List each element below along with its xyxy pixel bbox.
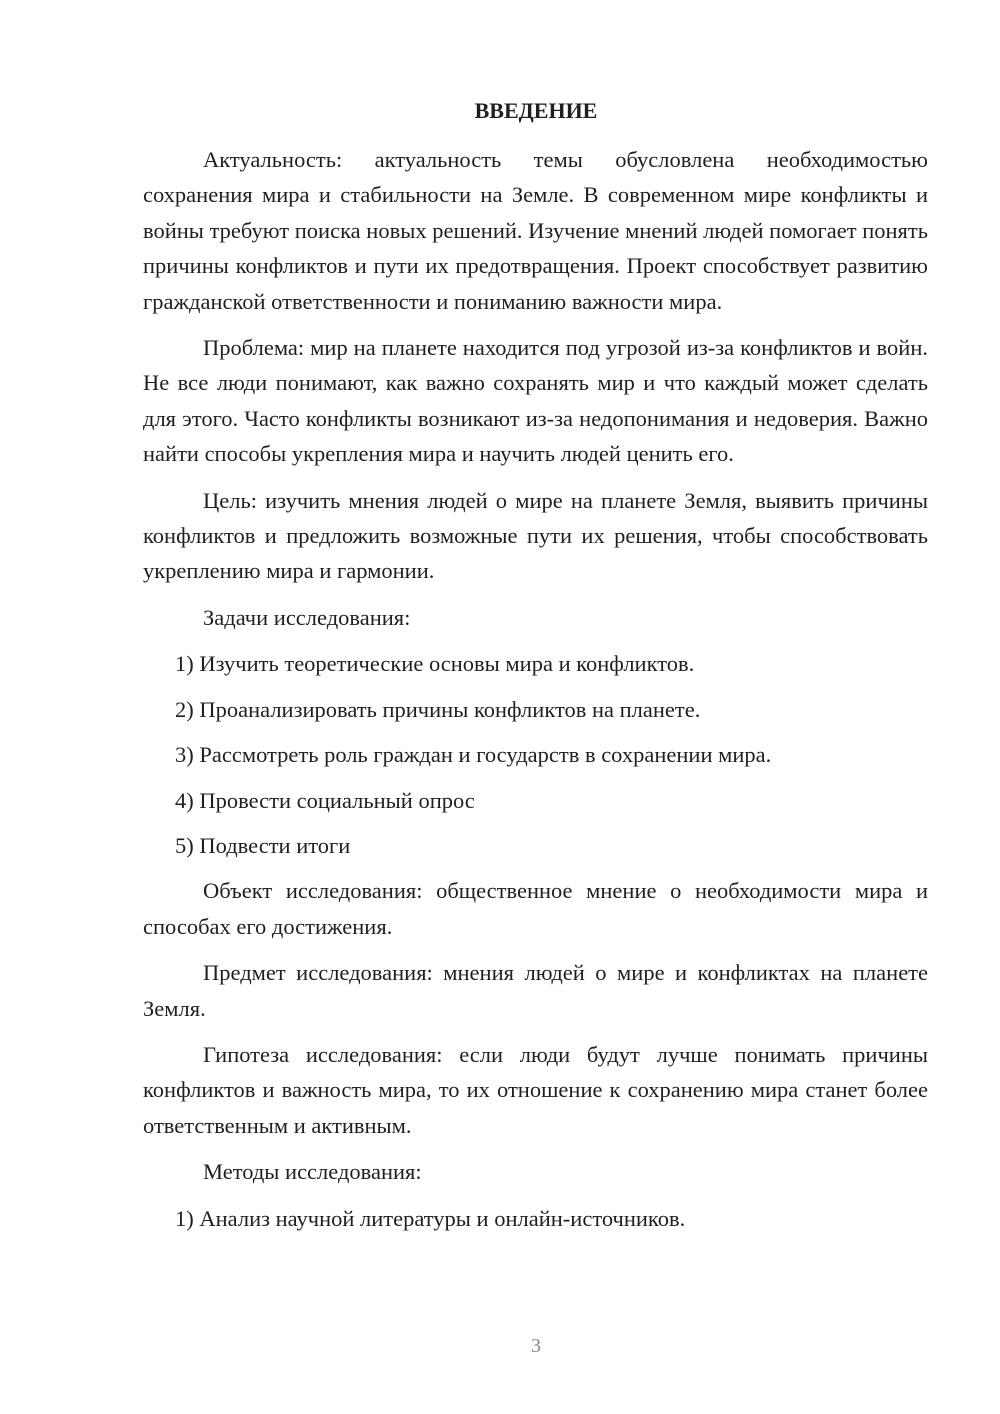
- task-item: 5) Подвести итоги: [175, 832, 351, 858]
- body-text: [143, 142, 928, 1246]
- hypothesis-paragraph: Гипотеза исследования: если люди будут лучше понимать причины конфликтов и важность мира, то их отношение к сохранению мира станет более ответственным и активным.: [143, 1041, 928, 1138]
- methods-title: Методы исследования:: [203, 1159, 422, 1185]
- method-item: 1) Анализ научной литературы и онлайн-источников.: [175, 1205, 686, 1231]
- page-number: 3: [531, 1335, 541, 1357]
- task-item: 3) Рассмотреть роль граждан и государств в сохранении мира.: [175, 742, 772, 768]
- task-item: 4) Провести социальный опрос: [175, 787, 475, 813]
- goal-paragraph: Цель: изучить мнения людей о мире на планете Земля, выявить причины конфликтов и предложить возможные пути их решения, чтобы способствовать укреплению мира и гармонии.: [143, 487, 928, 584]
- task-item: 1) Изучить теоретические основы мира и конфликтов.: [175, 651, 695, 677]
- section-heading: ВВЕДЕНИЕ: [474, 98, 598, 123]
- subject-paragraph: Предмет исследования: мнения людей о мире и конфликтах на планете Земля.: [143, 960, 928, 1021]
- task-item: 2) Проанализировать причины конфликтов на планете.: [175, 696, 701, 722]
- object-paragraph: Объект исследования: общественное мнение о необходимости мира и способах его достижения.: [143, 878, 928, 939]
- relevance-paragraph: Актуальность: актуальность темы обусловлена необходимостью сохранения мира и стабильности на Земле. В современном мире конфликты и войны требуют поиска новых решений. Изучение мнений людей помогает понять причины конфликтов и пути их предотвращения. Проект способствует развитию гражданской ответственности и пониманию важности мира.: [143, 147, 928, 314]
- tasks-title: Задачи исследования:: [203, 604, 411, 630]
- problem-paragraph: Проблема: мир на планете находится под угрозой из-за конфликтов и войн. Не все люди понимают, как важно сохранять мир и что каждый может сделать для этого. Часто конфликты возникают из-за недопонимания и недоверия. Важно найти способы укрепления мира и научить людей ценить его.: [143, 335, 928, 467]
